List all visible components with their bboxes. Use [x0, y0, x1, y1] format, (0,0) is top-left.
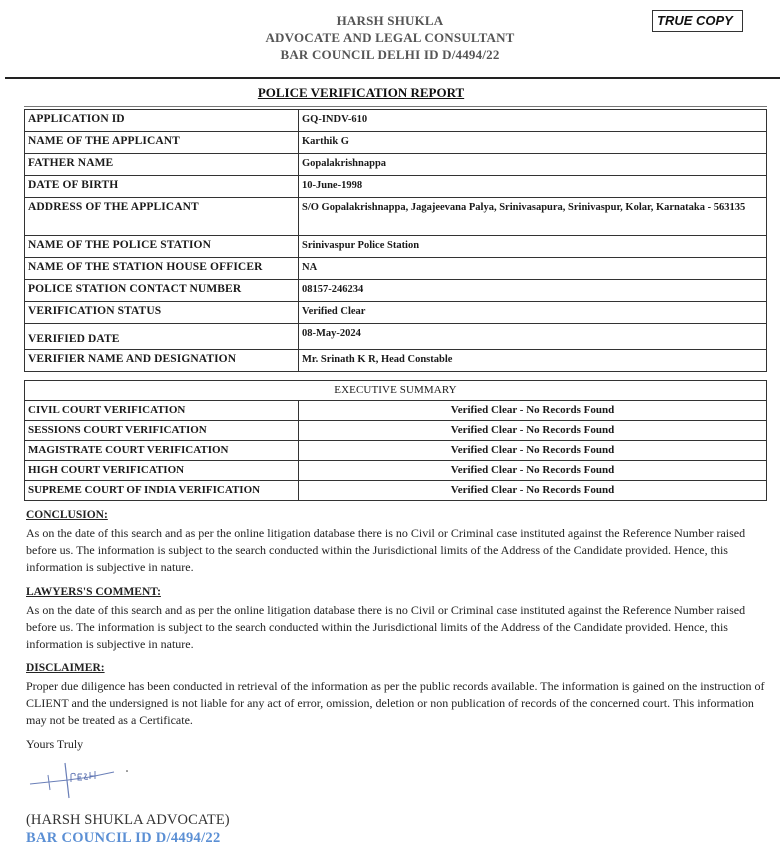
table-row: [25, 258, 767, 280]
table-row: [25, 132, 767, 154]
table-row: [25, 441, 767, 461]
table-row: [25, 461, 767, 481]
field-value: Srinivaspur Police Station: [299, 236, 767, 258]
court-result: Verified Clear - No Records Found: [299, 441, 767, 461]
field-label: VERIFICATION STATUS: [25, 302, 299, 324]
table-row: [25, 350, 767, 372]
court-label: SUPREME COURT OF INDIA VERIFICATION: [25, 481, 299, 501]
summary-header-row: [25, 381, 767, 401]
court-label: MAGISTRATE COURT VERIFICATION: [25, 441, 299, 461]
table-row: [25, 421, 767, 441]
field-value: Karthik G: [299, 132, 767, 154]
field-value: 08157-246234: [299, 280, 767, 302]
field-label: VERIFIER NAME AND DESIGNATION: [25, 350, 299, 372]
field-label: NAME OF THE APPLICANT: [25, 132, 299, 154]
table-row: [25, 154, 767, 176]
table-row: [25, 236, 767, 258]
signature-icon: [28, 760, 128, 800]
court-label: SESSIONS COURT VERIFICATION: [25, 421, 299, 441]
signatory-bar-id: BAR COUNCIL ID D/4494/22: [26, 830, 221, 846]
letterhead-bar-id: BAR COUNCIL DELHI ID D/4494/22: [280, 47, 500, 62]
field-value: S/O Gopalakrishnappa, Jagajeevana Palya, Srinivasapura, Srinivaspur, Kolar, Karnataka - 563135: [299, 198, 767, 236]
field-label: DATE OF BIRTH: [25, 176, 299, 198]
field-value: Gopalakrishnappa: [299, 154, 767, 176]
disclaimer-section: [26, 660, 766, 729]
salutation: Yours Truly: [26, 737, 84, 751]
conclusion-text: As on the date of this search and as per the online litigation database there is no Civil or Criminal case instituted against the Reference Number raised before us. The information is subject to the search conducted within the Jurisdictional limits of the Address of the Candidate provided. Hence, this information is subjective in nature.: [26, 526, 746, 574]
comment-text: As on the date of this search and as per the online litigation database there is no Civil or Criminal case instituted against the Reference Number raised before us. The information is subject to the search conducted within the Jurisdictional limits of the Address of the Candidate provided. Hence, this information is subjective in nature.: [26, 603, 746, 651]
field-label: APPLICATION ID: [25, 110, 299, 132]
table-row: [25, 324, 767, 350]
field-value: 10-June-1998: [299, 176, 767, 198]
table-row: [25, 176, 767, 198]
field-label: FATHER NAME: [25, 154, 299, 176]
table-row: [25, 302, 767, 324]
signatory-name: (HARSH SHUKLA ADVOCATE): [26, 812, 230, 828]
court-result: Verified Clear - No Records Found: [299, 461, 767, 481]
field-value: Verified Clear: [299, 302, 767, 324]
disclaimer-heading: DISCLAIMER:: [26, 662, 105, 674]
conclusion-section: [26, 507, 766, 576]
table-row: [25, 481, 767, 501]
field-value: Mr. Srinath K R, Head Constable: [299, 350, 767, 372]
true-copy-stamp: TRUE COPY: [652, 10, 743, 32]
court-label: CIVIL COURT VERIFICATION: [25, 401, 299, 421]
table-row: [25, 198, 767, 236]
summary-header: EXECUTIVE SUMMARY: [25, 381, 767, 401]
court-label: HIGH COURT VERIFICATION: [25, 461, 299, 481]
applicant-details-table: [24, 109, 767, 372]
executive-summary-table: [24, 380, 767, 501]
lawyers-comment-section: [26, 584, 766, 653]
comment-heading: LAWYERS'S COMMENT:: [26, 586, 161, 598]
field-value: GQ-INDV-610: [299, 110, 767, 132]
field-value: NA: [299, 258, 767, 280]
field-value: 08-May-2024: [299, 324, 767, 350]
report-title: POLICE VERIFICATION REPORT: [257, 85, 465, 100]
court-result: Verified Clear - No Records Found: [299, 401, 767, 421]
disclaimer-text: Proper due diligence has been conducted in retrieval of the information as per the public records available. The information is gained on the instruction of CLIENT and the undersigned is not liable for any act of error, omission, deletion or non publication of records of the concerned court. This information may not be treated as a Certificate.: [26, 679, 765, 727]
letterhead-name: HARSH SHUKLA: [336, 13, 444, 28]
field-label: ADDRESS OF THE APPLICANT: [25, 198, 299, 236]
header-divider: [5, 77, 780, 79]
court-result: Verified Clear - No Records Found: [299, 481, 767, 501]
table-row: [25, 280, 767, 302]
table-row: [25, 401, 767, 421]
field-label: VERIFIED DATE: [25, 324, 299, 350]
table-row: [25, 110, 767, 132]
court-result: Verified Clear - No Records Found: [299, 421, 767, 441]
title-divider: [24, 106, 767, 107]
field-label: NAME OF THE STATION HOUSE OFFICER: [25, 258, 299, 280]
letterhead-title: ADVOCATE AND LEGAL CONSULTANT: [265, 30, 515, 45]
field-label: POLICE STATION CONTACT NUMBER: [25, 280, 299, 302]
conclusion-heading: CONCLUSION:: [26, 509, 108, 521]
field-label: NAME OF THE POLICE STATION: [25, 236, 299, 258]
